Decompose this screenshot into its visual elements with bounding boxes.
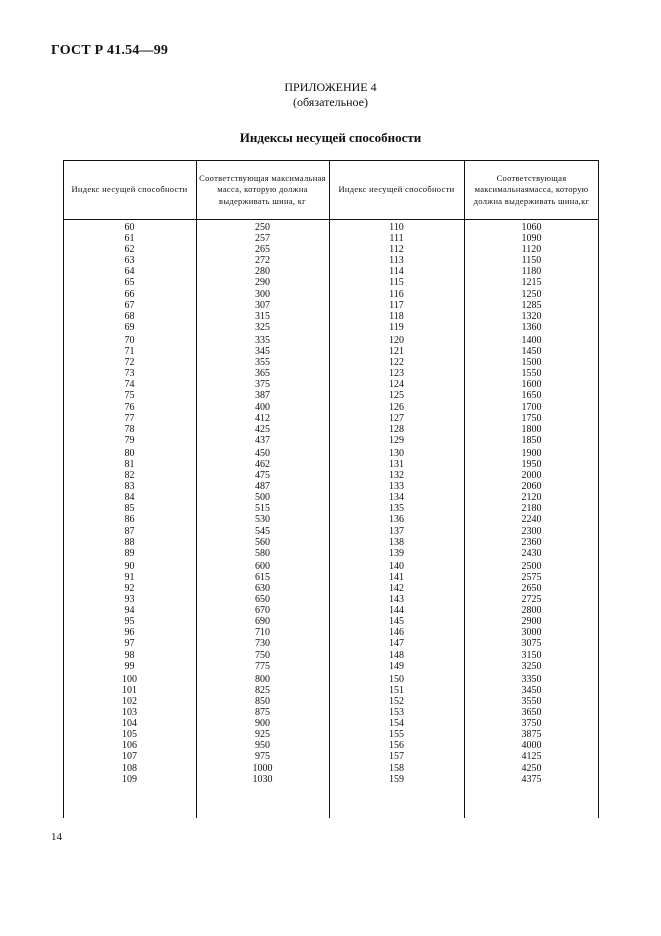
max-mass-cell: 300 — [255, 288, 270, 300]
load-index-cell: 130 — [389, 447, 404, 459]
table-row — [63, 222, 599, 233]
max-mass-cell: 387 — [255, 390, 270, 402]
max-mass-cell: 925 — [255, 729, 270, 741]
load-index-cell: 144 — [389, 605, 404, 617]
max-mass-cell: 2900 — [521, 616, 542, 628]
row-group — [63, 222, 599, 333]
max-mass-cell: 1180 — [521, 266, 542, 278]
max-mass-cell: 2800 — [521, 605, 542, 617]
max-mass-cell: 850 — [255, 695, 270, 707]
table-row — [63, 685, 599, 696]
max-mass-cell: 1030 — [252, 773, 273, 785]
max-mass-cell: 650 — [255, 594, 270, 606]
max-mass-cell: 3750 — [521, 718, 542, 730]
header-max-mass-1: Соответствующая максимальная масса, которую должна выдерживать шина, кг — [199, 172, 326, 206]
load-index-cell: 133 — [389, 481, 404, 493]
max-mass-cell: 345 — [255, 346, 270, 358]
load-index-cell: 118 — [389, 310, 404, 322]
max-mass-cell: 670 — [255, 605, 270, 617]
max-mass-cell: 545 — [255, 525, 270, 537]
table-row — [63, 638, 599, 649]
max-mass-cell: 2430 — [521, 547, 542, 559]
max-mass-cell: 1120 — [521, 244, 542, 256]
load-index-cell: 139 — [389, 547, 404, 559]
max-mass-cell: 1450 — [521, 346, 542, 358]
max-mass-cell: 4000 — [521, 740, 542, 752]
load-index-cell: 135 — [389, 503, 404, 515]
max-mass-cell: 1090 — [521, 233, 542, 245]
load-index-cell: 104 — [122, 718, 137, 730]
table-row — [63, 470, 599, 481]
load-index-cell: 66 — [124, 288, 135, 300]
max-mass-cell: 530 — [255, 514, 270, 526]
max-mass-cell: 975 — [255, 751, 270, 763]
load-index-cell: 108 — [122, 762, 137, 774]
row-group — [63, 674, 599, 785]
row-group — [63, 335, 599, 446]
max-mass-cell: 335 — [255, 334, 270, 346]
document-code: ГОСТ Р 41.54—99 — [51, 43, 169, 58]
max-mass-cell: 2360 — [521, 536, 542, 548]
table-row — [63, 763, 599, 774]
load-index-cell: 113 — [389, 255, 404, 267]
table-row — [63, 583, 599, 594]
load-index-cell: 92 — [124, 583, 135, 594]
table-row — [63, 696, 599, 707]
table-row — [63, 729, 599, 740]
max-mass-cell: 1800 — [521, 423, 542, 435]
appendix-title: ПРИЛОЖЕНИЕ 4 — [284, 80, 377, 94]
table-row — [63, 368, 599, 379]
max-mass-cell: 3650 — [521, 707, 542, 719]
table-row — [63, 740, 599, 751]
max-mass-cell: 265 — [255, 244, 270, 256]
table-row — [63, 481, 599, 492]
max-mass-cell: 630 — [255, 583, 270, 594]
load-index-cell: 148 — [389, 649, 404, 661]
max-mass-cell: 580 — [255, 547, 270, 559]
max-mass-cell: 1700 — [521, 401, 542, 413]
max-mass-cell: 1000 — [252, 762, 273, 774]
load-index-cell: 125 — [389, 390, 404, 402]
max-mass-cell: 900 — [255, 718, 270, 730]
row-group — [63, 448, 599, 559]
max-mass-cell: 515 — [255, 503, 270, 515]
max-mass-cell: 1550 — [521, 368, 542, 380]
load-index-cell: 96 — [124, 627, 135, 639]
load-index-cell: 122 — [389, 357, 404, 369]
max-mass-cell: 1400 — [521, 334, 542, 346]
table-row — [63, 255, 599, 266]
page-number: 14 — [51, 831, 62, 843]
load-index-cell: 119 — [389, 321, 404, 333]
table-title: Индексы несущей способности — [239, 130, 422, 145]
table-row — [63, 707, 599, 718]
max-mass-cell: 1250 — [521, 288, 542, 300]
load-index-cell: 116 — [389, 288, 404, 300]
load-index-cell: 68 — [124, 310, 135, 322]
table-row — [63, 561, 599, 572]
table-row — [63, 459, 599, 470]
load-index-cell: 136 — [389, 514, 404, 526]
load-index-cell: 158 — [389, 762, 404, 774]
max-mass-cell: 365 — [255, 368, 270, 380]
max-mass-cell: 1750 — [521, 412, 542, 424]
load-index-cell: 81 — [124, 458, 135, 470]
table-row — [63, 718, 599, 729]
max-mass-cell: 3875 — [521, 729, 542, 741]
load-index-cell: 74 — [124, 379, 135, 391]
load-index-cell: 62 — [124, 244, 135, 256]
load-index-cell: 65 — [124, 277, 135, 289]
load-index-cell: 101 — [122, 684, 137, 696]
max-mass-cell: 3075 — [521, 638, 542, 650]
load-index-cell: 93 — [124, 594, 135, 606]
max-mass-cell: 325 — [255, 321, 270, 333]
load-index-cell: 103 — [122, 707, 137, 719]
load-index-cell: 132 — [389, 470, 404, 482]
max-mass-cell: 437 — [255, 434, 270, 446]
max-mass-cell: 730 — [255, 638, 270, 650]
table-header-border — [63, 219, 599, 220]
load-index-cell: 76 — [124, 401, 135, 413]
table-row — [63, 548, 599, 559]
load-index-cell: 112 — [389, 244, 404, 256]
max-mass-cell: 307 — [255, 299, 270, 311]
load-index-cell: 134 — [389, 492, 404, 504]
load-index-cell: 110 — [389, 222, 404, 233]
load-index-cell: 63 — [124, 255, 135, 267]
load-index-cell: 94 — [124, 605, 135, 617]
table-row — [63, 424, 599, 435]
max-mass-cell: 1215 — [521, 277, 542, 289]
load-index-cell: 120 — [389, 334, 404, 346]
max-mass-cell: 2060 — [521, 481, 542, 493]
max-mass-cell: 825 — [255, 684, 270, 696]
load-index-cell: 131 — [389, 458, 404, 470]
load-index-cell: 64 — [124, 266, 135, 278]
max-mass-cell: 1900 — [521, 447, 542, 459]
load-index-cell: 150 — [389, 673, 404, 685]
max-mass-cell: 2500 — [521, 560, 542, 572]
max-mass-cell: 2725 — [521, 594, 542, 606]
table-row — [63, 751, 599, 762]
max-mass-cell: 950 — [255, 740, 270, 752]
load-index-cell: 67 — [124, 299, 135, 311]
max-mass-cell: 2240 — [521, 514, 542, 526]
load-index-cell: 111 — [389, 233, 404, 245]
max-mass-cell: 615 — [255, 571, 270, 583]
table-row — [63, 244, 599, 255]
max-mass-cell: 3000 — [521, 627, 542, 639]
max-mass-cell: 487 — [255, 481, 270, 493]
load-index-cell: 155 — [389, 729, 404, 741]
load-index-cell: 99 — [124, 660, 135, 672]
max-mass-cell: 560 — [255, 536, 270, 548]
load-index-table — [63, 160, 599, 818]
load-index-cell: 126 — [389, 401, 404, 413]
max-mass-cell: 1360 — [521, 321, 542, 333]
table-row — [63, 537, 599, 548]
load-index-cell: 129 — [389, 434, 404, 446]
max-mass-cell: 475 — [255, 470, 270, 482]
load-index-cell: 77 — [124, 412, 135, 424]
max-mass-cell: 280 — [255, 266, 270, 278]
load-index-cell: 97 — [124, 638, 135, 650]
table-row — [63, 594, 599, 605]
max-mass-cell: 3550 — [521, 695, 542, 707]
load-index-cell: 83 — [124, 481, 135, 493]
table-row — [63, 526, 599, 537]
max-mass-cell: 750 — [255, 649, 270, 661]
table-row — [63, 605, 599, 616]
load-index-cell: 69 — [124, 321, 135, 333]
table-row — [63, 346, 599, 357]
max-mass-cell: 1500 — [521, 357, 542, 369]
load-index-cell: 78 — [124, 423, 135, 435]
max-mass-cell: 1285 — [521, 299, 542, 311]
max-mass-cell: 450 — [255, 447, 270, 459]
max-mass-cell: 1320 — [521, 310, 542, 322]
load-index-cell: 91 — [124, 571, 135, 583]
max-mass-cell: 412 — [255, 412, 270, 424]
load-index-cell: 80 — [124, 447, 135, 459]
max-mass-cell: 710 — [255, 627, 270, 639]
table-row — [63, 503, 599, 514]
max-mass-cell: 3350 — [521, 673, 542, 685]
max-mass-cell: 500 — [255, 492, 270, 504]
load-index-cell: 98 — [124, 649, 135, 661]
load-index-cell: 82 — [124, 470, 135, 482]
load-index-cell: 109 — [122, 773, 137, 785]
table-row — [63, 448, 599, 459]
max-mass-cell: 1950 — [521, 458, 542, 470]
max-mass-cell: 250 — [255, 222, 270, 233]
max-mass-cell: 355 — [255, 357, 270, 369]
table-row — [63, 572, 599, 583]
load-index-cell: 141 — [389, 571, 404, 583]
load-index-cell: 107 — [122, 751, 137, 763]
max-mass-cell: 690 — [255, 616, 270, 628]
table-row — [63, 390, 599, 401]
max-mass-cell: 800 — [255, 673, 270, 685]
load-index-cell: 143 — [389, 594, 404, 606]
max-mass-cell: 462 — [255, 458, 270, 470]
load-index-cell: 75 — [124, 390, 135, 402]
table-body — [63, 222, 599, 787]
load-index-cell: 95 — [124, 616, 135, 628]
load-index-cell: 137 — [389, 525, 404, 537]
max-mass-cell: 2575 — [521, 571, 542, 583]
load-index-cell: 138 — [389, 536, 404, 548]
max-mass-cell: 2180 — [521, 503, 542, 515]
max-mass-cell: 375 — [255, 379, 270, 391]
table-row — [63, 616, 599, 627]
max-mass-cell: 4250 — [521, 762, 542, 774]
load-index-cell: 128 — [389, 423, 404, 435]
max-mass-cell: 2300 — [521, 525, 542, 537]
header-max-mass-2: Соответствующая максимальнаямасса, которую должна выдерживать шина,кг — [473, 172, 590, 206]
max-mass-cell: 1850 — [521, 434, 542, 446]
max-mass-cell: 2650 — [521, 583, 542, 594]
load-index-cell: 61 — [124, 233, 135, 245]
load-index-cell: 151 — [389, 684, 404, 696]
table-row — [63, 233, 599, 244]
appendix-subtitle: (обязательное) — [293, 95, 368, 109]
table-row — [63, 435, 599, 446]
load-index-cell: 121 — [389, 346, 404, 358]
load-index-cell: 106 — [122, 740, 137, 752]
table-row — [63, 492, 599, 503]
table-row — [63, 661, 599, 672]
load-index-cell: 73 — [124, 368, 135, 380]
row-group — [63, 561, 599, 672]
load-index-cell: 84 — [124, 492, 135, 504]
load-index-cell: 70 — [124, 334, 135, 346]
load-index-cell: 123 — [389, 368, 404, 380]
load-index-cell: 71 — [124, 346, 135, 358]
table-row — [63, 627, 599, 638]
table-row — [63, 335, 599, 346]
load-index-cell: 153 — [389, 707, 404, 719]
table-row — [63, 322, 599, 333]
table-row — [63, 379, 599, 390]
load-index-cell: 86 — [124, 514, 135, 526]
load-index-cell: 60 — [124, 222, 135, 233]
max-mass-cell: 272 — [255, 255, 270, 267]
load-index-cell: 87 — [124, 525, 135, 537]
load-index-cell: 124 — [389, 379, 404, 391]
max-mass-cell: 1600 — [521, 379, 542, 391]
table-row — [63, 674, 599, 685]
table-row — [63, 413, 599, 424]
max-mass-cell: 4375 — [521, 773, 542, 785]
load-index-cell: 115 — [389, 277, 404, 289]
load-index-cell: 142 — [389, 583, 404, 594]
max-mass-cell: 2120 — [521, 492, 542, 504]
table-row — [63, 650, 599, 661]
max-mass-cell: 1060 — [521, 222, 542, 233]
header-load-index-2: Индекс несущей способности — [338, 184, 455, 195]
table-row — [63, 357, 599, 368]
max-mass-cell: 1150 — [521, 255, 542, 267]
max-mass-cell: 600 — [255, 560, 270, 572]
table-row — [63, 277, 599, 288]
load-index-cell: 90 — [124, 560, 135, 572]
table-row — [63, 311, 599, 322]
load-index-cell: 79 — [124, 434, 135, 446]
load-index-cell: 154 — [389, 718, 404, 730]
table-row — [63, 300, 599, 311]
max-mass-cell: 3450 — [521, 684, 542, 696]
table-row — [63, 514, 599, 525]
load-index-cell: 159 — [389, 773, 404, 785]
load-index-cell: 85 — [124, 503, 135, 515]
max-mass-cell: 3150 — [521, 649, 542, 661]
max-mass-cell: 1650 — [521, 390, 542, 402]
load-index-cell: 89 — [124, 547, 135, 559]
load-index-cell: 152 — [389, 695, 404, 707]
table-row — [63, 289, 599, 300]
table-row — [63, 774, 599, 785]
table-row — [63, 402, 599, 413]
load-index-cell: 117 — [389, 299, 404, 311]
load-index-cell: 88 — [124, 536, 135, 548]
max-mass-cell: 3250 — [521, 660, 542, 672]
max-mass-cell: 775 — [255, 660, 270, 672]
max-mass-cell: 425 — [255, 423, 270, 435]
load-index-cell: 105 — [122, 729, 137, 741]
header-load-index-1: Индекс несущей способности — [71, 184, 188, 195]
load-index-cell: 145 — [389, 616, 404, 628]
load-index-cell: 140 — [389, 560, 404, 572]
load-index-cell: 114 — [389, 266, 404, 278]
max-mass-cell: 315 — [255, 310, 270, 322]
load-index-cell: 149 — [389, 660, 404, 672]
max-mass-cell: 257 — [255, 233, 270, 245]
load-index-cell: 100 — [122, 673, 137, 685]
appendix-heading — [0, 80, 661, 110]
load-index-cell: 156 — [389, 740, 404, 752]
load-index-cell: 72 — [124, 357, 135, 369]
load-index-cell: 102 — [122, 695, 137, 707]
max-mass-cell: 4125 — [521, 751, 542, 763]
table-row — [63, 266, 599, 277]
load-index-cell: 127 — [389, 412, 404, 424]
max-mass-cell: 2000 — [521, 470, 542, 482]
load-index-cell: 157 — [389, 751, 404, 763]
max-mass-cell: 290 — [255, 277, 270, 289]
max-mass-cell: 400 — [255, 401, 270, 413]
load-index-cell: 147 — [389, 638, 404, 650]
load-index-cell: 146 — [389, 627, 404, 639]
max-mass-cell: 875 — [255, 707, 270, 719]
